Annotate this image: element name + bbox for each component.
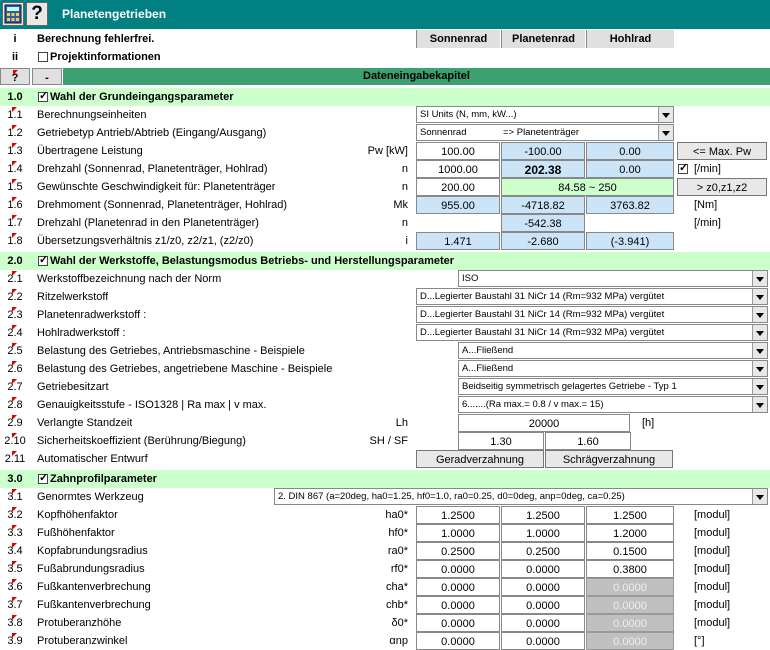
torque-planet-value: -4718.82 [501,196,585,214]
ring-value-input: 0.0000 [586,596,674,614]
gear-type-select[interactable] [416,124,674,141]
row-number: 3.1 [7,491,23,503]
table-row [0,560,770,578]
row-number: 1.8 [7,235,23,247]
section-number: 3.0 [7,473,23,485]
row-3-1 [0,488,770,506]
select-value: Beidseitig symmetrisch gelagertes Getriebe - Typ 1 [462,381,677,392]
status-text: Berechnung fehlerfrei. [37,33,155,45]
sun-value-input[interactable]: 1.0000 [416,524,500,542]
row-label: Werkstoffbezeichnung nach der Norm [37,273,222,285]
column-header-ring: Hohlrad [586,30,674,48]
section-title: Zahnprofilparameter [50,473,157,485]
table-row [0,596,770,614]
sun-value-input[interactable]: 0.0000 [416,614,500,632]
row-label: Getriebetyp Antrieb/Abtrieb (Eingang/Ausgang) [37,127,267,139]
planet-value-input[interactable]: 0.0000 [501,560,585,578]
units-select[interactable] [416,106,674,123]
row-1-4 [0,160,770,178]
speed-sun-input[interactable]: 1000.00 [416,160,500,178]
row-unit: i [405,235,408,247]
ring-value-input[interactable]: 0.3800 [586,560,674,578]
row-number: 1.6 [7,199,23,211]
row-unit: chb* [385,599,408,611]
service-life-input[interactable]: 20000 [458,414,630,432]
select-value: A...Fließend [462,363,514,374]
chevron-down-icon[interactable] [752,343,767,359]
row-unit: n [401,181,408,193]
row-number: ii [11,51,19,63]
row-unit: Mk [393,199,408,211]
row-1-1 [0,106,770,124]
row-label: Drehmoment (Sonnenrad, Planetenträger, Hohlrad) [37,199,288,211]
row-label: Belastung des Getriebes, Antriebsmaschine - Beispiele [37,345,305,357]
row-number: 2.11 [4,453,26,465]
row-unit: Pw [kW] [367,145,408,157]
planet-value-input[interactable]: 0.0000 [501,578,585,596]
row-label: Ritzelwerkstoff [37,291,109,303]
ratio-ring-value: (-3.941) [586,232,674,250]
project-checkbox[interactable] [38,52,48,62]
chevron-down-icon[interactable] [752,397,767,413]
row-1-7 [0,214,770,232]
row-unit-text: [/min] [694,217,721,229]
ratio-sun-value: 1.471 [416,232,500,250]
chevron-down-icon[interactable] [752,489,767,505]
row-2-11 [0,450,770,468]
row-1-6 [0,196,770,214]
select-value-output: => Planetenträger [503,127,580,138]
section-checkbox[interactable] [38,92,48,102]
row-2-8 [0,396,770,414]
safety-sf-input[interactable]: 1.60 [545,432,631,450]
row-number: 2.5 [7,345,23,357]
chevron-down-icon[interactable] [658,107,673,123]
table-row [0,506,770,524]
row-label: Protuberanzhöhe [37,617,122,629]
row-label: Belastung des Getriebes, angetriebene Maschine - Beispiele [37,363,333,375]
row-2-1 [0,270,770,288]
row-number: 2.10 [4,435,26,447]
torque-ring-value: 3763.82 [586,196,674,214]
row-label: Protuberanzwinkel [37,635,128,647]
row-number: 1.3 [7,145,23,157]
helical-design-button[interactable]: Schrägverzahnung [545,450,673,468]
row-unit: n [401,217,408,229]
section-title-wrap [38,88,234,106]
column-header-sun: Sonnenrad [416,30,500,48]
project-label-wrap [38,48,161,66]
row-label: Fußkantenverbrechung [37,581,151,593]
planet-relative-speed-value: -542.38 [501,214,585,232]
ring-value-input: 0.0000 [586,578,674,596]
section-checkbox[interactable] [38,474,48,484]
row-label: Verlangte Standzeit [37,417,133,429]
section-header-3 [0,470,770,488]
row-label: Kopfhöhenfaktor [37,509,118,521]
row-label: Planetenradwerkstoff : [37,309,147,321]
chapter-row [0,68,770,85]
ring-material-select[interactable] [416,324,768,341]
row-unit-text: [Nm] [694,199,718,211]
row-label: Fußkantenverbrechung [37,599,151,611]
select-value: ISO [462,273,479,284]
ring-value-input[interactable]: 1.2500 [586,506,674,524]
speed-checkbox-wrap [678,160,692,178]
table-row [0,632,770,650]
section-number: 1.0 [7,91,23,103]
row-number: 3.3 [7,527,23,539]
row-label: Genauigkeitsstufe - ISO1328 | Ra max | v max. [37,399,267,411]
torque-sun-value: 955.00 [416,196,500,214]
ring-value-input: 0.0000 [586,614,674,632]
row-2-10 [0,432,770,450]
row-unit-text: [/min] [694,163,721,175]
row-unit-text: [modul] [694,617,731,629]
row-label: Übertragene Leistung [37,145,143,157]
select-value: D...Legierter Baustahl 31 NiCr 14 (Rm=932 MPa) vergütet [420,309,665,320]
planet-value-input[interactable]: 1.2500 [501,506,585,524]
row-unit: δ0* [391,617,408,629]
speed-range [501,178,674,196]
select-value: D...Legierter Baustahl 31 NiCr 14 (Rm=932 MPa) vergütet [420,291,665,302]
sun-value-input[interactable]: 1.2500 [416,506,500,524]
planet-value-input[interactable]: 0.0000 [501,614,585,632]
row-unit: Lh [395,417,408,429]
chevron-down-icon[interactable] [752,307,767,323]
row-number: 3.7 [7,599,23,611]
power-sun-input[interactable]: 100.00 [416,142,500,160]
row-number: 2.9 [7,417,23,429]
row-unit: hf0* [388,527,408,539]
chapter-help-button[interactable]: ? [0,68,30,85]
row-label: Übersetzungsverhältnis z1/z0, z2/z1, (z2/z0) [37,235,254,247]
material-standard-select[interactable] [458,270,768,287]
row-unit-text: [modul] [694,527,731,539]
project-label: Projektinformationen [50,51,161,63]
row-number: 2.3 [7,309,23,321]
select-value: 6.......(Ra max.= 0.8 / v max.= 15) [462,399,604,410]
row-number: i [13,33,17,45]
desired-speed-input[interactable]: 200.00 [416,178,500,196]
row-unit-text: [modul] [694,545,731,557]
mounting-type-select[interactable] [458,378,768,395]
planet-value-input[interactable]: 0.0000 [501,632,585,650]
row-label: Genormtes Werkzeug [37,491,144,503]
row-label: Fußabrundungsradius [37,563,145,575]
row-unit: cha* [385,581,408,593]
max-power-button[interactable]: <= Max. Pw [677,142,767,160]
row-number: 1.5 [7,181,23,193]
driven-load-select[interactable] [458,360,768,377]
row-label: Drehzahl (Sonnenrad, Planetenträger, Hohlrad) [37,163,268,175]
row-unit: ra0* [387,545,408,557]
section-title-wrap [38,470,157,488]
chapter-title: Dateneingabekapitel [63,68,770,85]
power-planet-value: -100.00 [501,142,585,160]
section-header-1 [0,88,770,106]
table-row [0,524,770,542]
row-number: 1.1 [7,109,23,121]
chevron-down-icon[interactable] [752,379,767,395]
speed-checkbox[interactable] [678,164,688,174]
row-2-4 [0,324,770,342]
row-label: Berechnungseinheiten [37,109,147,121]
row-number: 3.9 [7,635,23,647]
row-unit-text: [h] [642,417,655,429]
row-1-5 [0,178,770,196]
table-row [0,578,770,596]
window-title: Planetengetrieben [62,7,167,21]
chevron-down-icon[interactable] [752,325,767,341]
select-value: Sonnenrad [420,127,467,138]
sun-value-input[interactable]: 0.0000 [416,578,500,596]
speed-ring-value: 0.00 [586,160,674,178]
row-number: 2.4 [7,327,23,339]
planet-value-input[interactable]: 0.2500 [501,542,585,560]
row-2-3 [0,306,770,324]
row-number: 3.5 [7,563,23,575]
row-number: 3.6 [7,581,23,593]
row-1-3 [0,142,770,160]
row-label: Kopfabrundungsradius [37,545,148,557]
table-row [0,614,770,632]
row-2-6 [0,360,770,378]
section-title: Wahl der Grundeingangsparameter [50,91,234,103]
ring-value-input[interactable]: 1.2000 [586,524,674,542]
power-ring-value: 0.00 [586,142,674,160]
section-title: Wahl der Werkstoffe, Belastungsmodus Betriebs- und Herstellungsparameter [50,255,455,267]
spur-design-button[interactable]: Geradverzahnung [416,450,544,468]
row-label: Fußhöhenfaktor [37,527,115,539]
row-label: Drehzahl (Planetenrad in den Planetenträger) [37,217,259,229]
ratio-planet-value: -2.680 [501,232,585,250]
row-number: 2.8 [7,399,23,411]
row-unit: n [401,163,408,175]
row-unit: ha0* [385,509,408,521]
speed-range-max: 250 [598,182,617,194]
select-value: SI Units (N, mm, kW...) [420,109,517,120]
planet-material-select[interactable] [416,306,768,323]
sun-value-input[interactable]: 0.2500 [416,542,500,560]
section-number: 2.0 [7,255,23,267]
chevron-down-icon[interactable] [752,271,767,287]
row-number: 3.8 [7,617,23,629]
row-1-2 [0,124,770,142]
drive-load-select[interactable] [458,342,768,359]
row-number: 1.2 [7,127,23,139]
row-number: 2.6 [7,363,23,375]
row-label: Sicherheitskoeffizient (Berührung/Biegung) [37,435,246,447]
chevron-down-icon[interactable] [658,125,673,141]
row-unit: rf0* [390,563,408,575]
status-row [0,30,770,48]
row-2-2 [0,288,770,306]
row-unit-text: [modul] [694,599,731,611]
accuracy-grade-select[interactable] [458,396,768,413]
row-label: Getriebesitzart [37,381,109,393]
row-unit-text: [modul] [694,581,731,593]
sun-value-input[interactable]: 0.0000 [416,632,500,650]
column-header-planet: Planetenrad [501,30,585,48]
row-label: Gewünschte Geschwindigkeit für: Planetenträger [37,181,276,193]
select-value: A...Fließend [462,345,514,356]
chevron-down-icon[interactable] [752,361,767,377]
row-2-9 [0,414,770,432]
compute-teeth-button[interactable]: > z0,z1,z2 [677,178,767,196]
ring-value-input[interactable]: 0.1500 [586,542,674,560]
speed-planet-value: 202.38 [501,160,585,178]
collapse-button[interactable]: - [32,68,62,85]
row-number: 2.2 [7,291,23,303]
row-number: 1.7 [7,217,23,229]
calculator-icon[interactable] [2,2,24,26]
project-row [0,48,770,66]
row-number: 3.2 [7,509,23,521]
speed-range-min: 84.58 [558,182,586,194]
ring-value-input: 0.0000 [586,632,674,650]
section-title-wrap [38,252,454,270]
row-label: Hohlradwerkstoff : [37,327,126,339]
row-label: Automatischer Entwurf [37,453,148,465]
row-2-5 [0,342,770,360]
row-2-7 [0,378,770,396]
row-number: 2.7 [7,381,23,393]
row-1-8 [0,232,770,250]
help-button[interactable]: ? [26,2,48,26]
section-header-2 [0,252,770,270]
safety-sh-input[interactable]: 1.30 [458,432,544,450]
row-unit: αnp [389,635,408,647]
select-value: D...Legierter Baustahl 31 NiCr 14 (Rm=932 MPa) vergütet [420,327,665,338]
row-unit-text: [modul] [694,509,731,521]
pinion-material-select[interactable] [416,288,768,305]
sun-value-input[interactable]: 0.0000 [416,596,500,614]
chevron-down-icon[interactable] [752,289,767,305]
row-unit-text: [°] [694,635,705,647]
planet-value-input[interactable]: 0.0000 [501,596,585,614]
row-unit: SH / SF [369,435,408,447]
section-checkbox[interactable] [38,256,48,266]
tool-select[interactable] [274,488,768,505]
row-unit-text: [modul] [694,563,731,575]
row-number: 2.1 [7,273,23,285]
table-row [0,542,770,560]
select-value: 2. DIN 867 (a=20deg, ha0=1.25, hf0=1.0, ra0=0.25, d0=0deg, anp=0deg, ca=0.25) [278,491,625,502]
row-number: 1.4 [7,163,23,175]
speed-range-sep: ~ [588,182,596,194]
planet-value-input[interactable]: 1.0000 [501,524,585,542]
row-number: 3.4 [7,545,23,557]
sun-value-input[interactable]: 0.0000 [416,560,500,578]
